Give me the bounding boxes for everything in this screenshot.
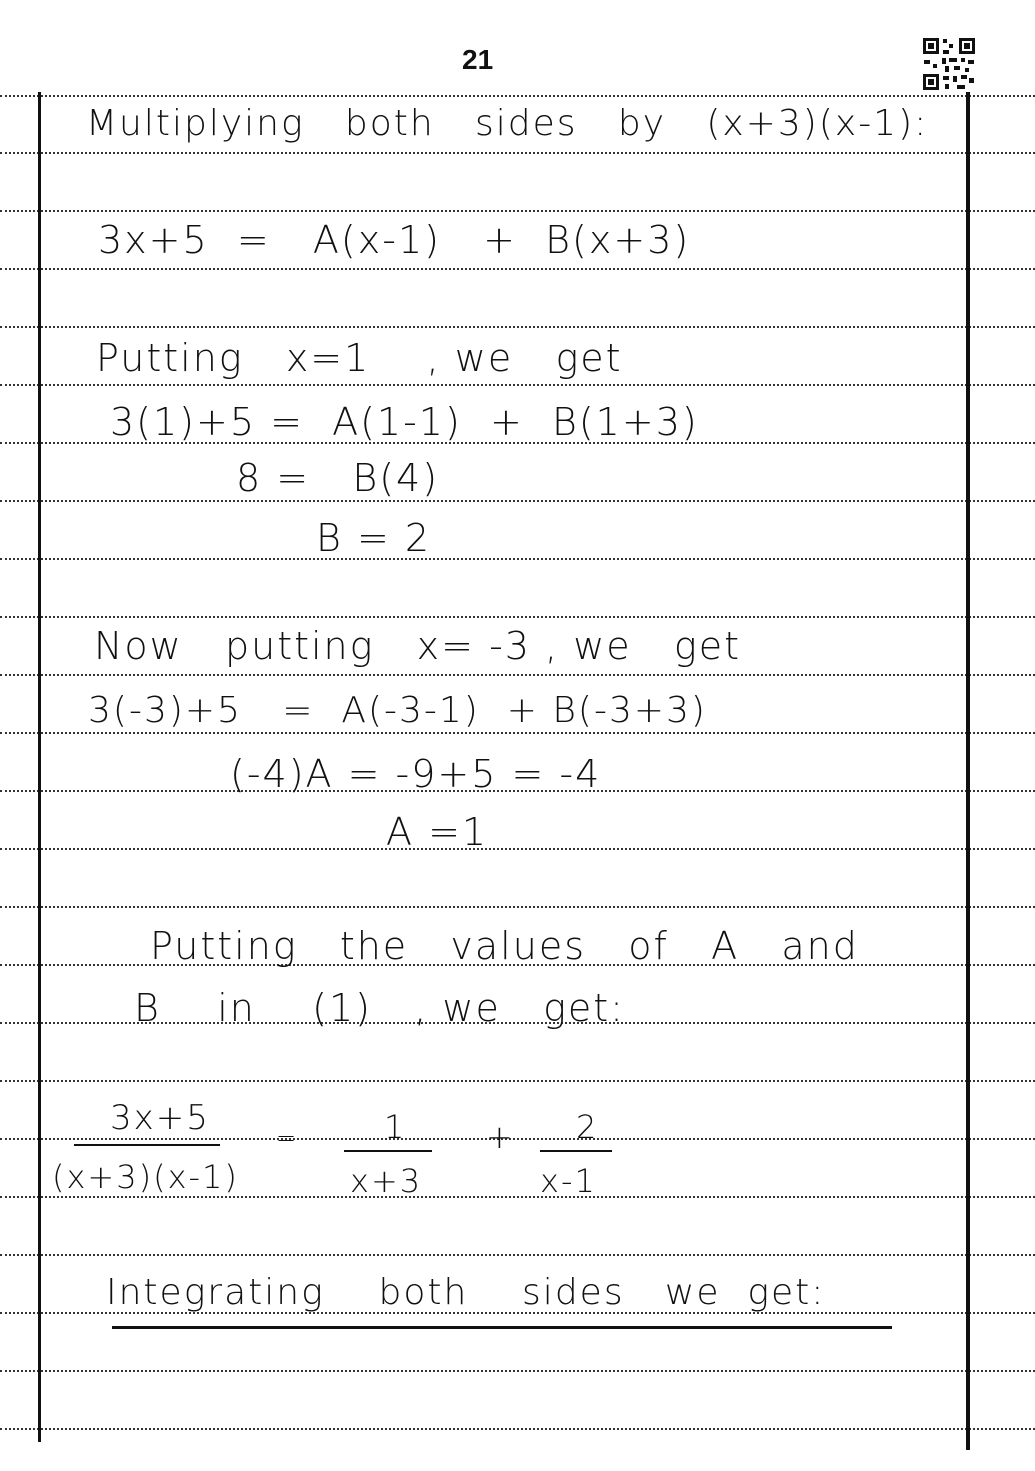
plus-sign: + [486, 1118, 515, 1156]
ruled-line [0, 732, 1035, 734]
ruled-line [0, 384, 1035, 386]
handwritten-line: 8 = B(4) [236, 456, 440, 500]
qr-code-icon [921, 36, 977, 92]
handwritten-line: (-4)A = -9+5 = -4 [230, 752, 602, 796]
lhs-denominator: (x+3)(x-1) [52, 1158, 239, 1196]
page-number: 21 [462, 44, 494, 75]
handwritten-line: 3(-3)+5 = A(-3-1) + B(-3+3) [88, 690, 707, 731]
ruled-line [0, 210, 1035, 212]
lhs-numerator: 3x+5 [110, 1098, 210, 1138]
ruled-line [0, 558, 1035, 560]
term2-numerator: 2 [576, 1108, 599, 1146]
term1-fraction-bar [344, 1150, 432, 1152]
ruled-line [0, 906, 1035, 908]
left-margin-line [38, 92, 41, 1442]
ruled-line [0, 1080, 1035, 1082]
handwritten-line: Now putting x= -3 , we get [94, 624, 741, 668]
right-margin-line [966, 92, 970, 1450]
ruled-line [0, 1370, 1035, 1372]
ruled-line [0, 848, 1035, 850]
ruled-line [0, 95, 1035, 97]
handwritten-line: Putting x=1 , we get [96, 336, 623, 380]
ruled-line [0, 1138, 1035, 1140]
term2-denominator: x-1 [540, 1162, 597, 1200]
ruled-line [0, 1254, 1035, 1256]
handwritten-line: Integrating both sides we get: [106, 1272, 826, 1313]
ruled-line [0, 500, 1035, 502]
handwritten-line: A =1 [386, 810, 489, 854]
lhs-fraction-bar [74, 1144, 220, 1146]
ruled-line [0, 268, 1035, 270]
handwritten-line: Multiplying both sides by (x+3)(x-1): [86, 103, 929, 144]
ruled-line [0, 326, 1035, 328]
heading-underline [112, 1326, 892, 1329]
ruled-line [0, 152, 1035, 154]
ruled-line [0, 616, 1035, 618]
ruled-line [0, 1428, 1035, 1430]
term1-numerator: 1 [384, 1108, 407, 1146]
handwritten-line: 3(1)+5 = A(1-1) + B(1+3) [110, 400, 699, 444]
equals-sign: = [276, 1124, 299, 1152]
term1-denominator: x+3 [350, 1162, 423, 1200]
handwritten-line: Putting the values of A and [150, 924, 859, 968]
handwritten-line: B = 2 [316, 516, 432, 560]
ruled-line [0, 1196, 1035, 1198]
term2-fraction-bar [540, 1150, 612, 1152]
handwritten-line: 3x+5 = A(x-1) + B(x+3) [98, 218, 691, 262]
handwritten-line: B in (1) , we get: [134, 986, 625, 1030]
ruled-line [0, 674, 1035, 676]
